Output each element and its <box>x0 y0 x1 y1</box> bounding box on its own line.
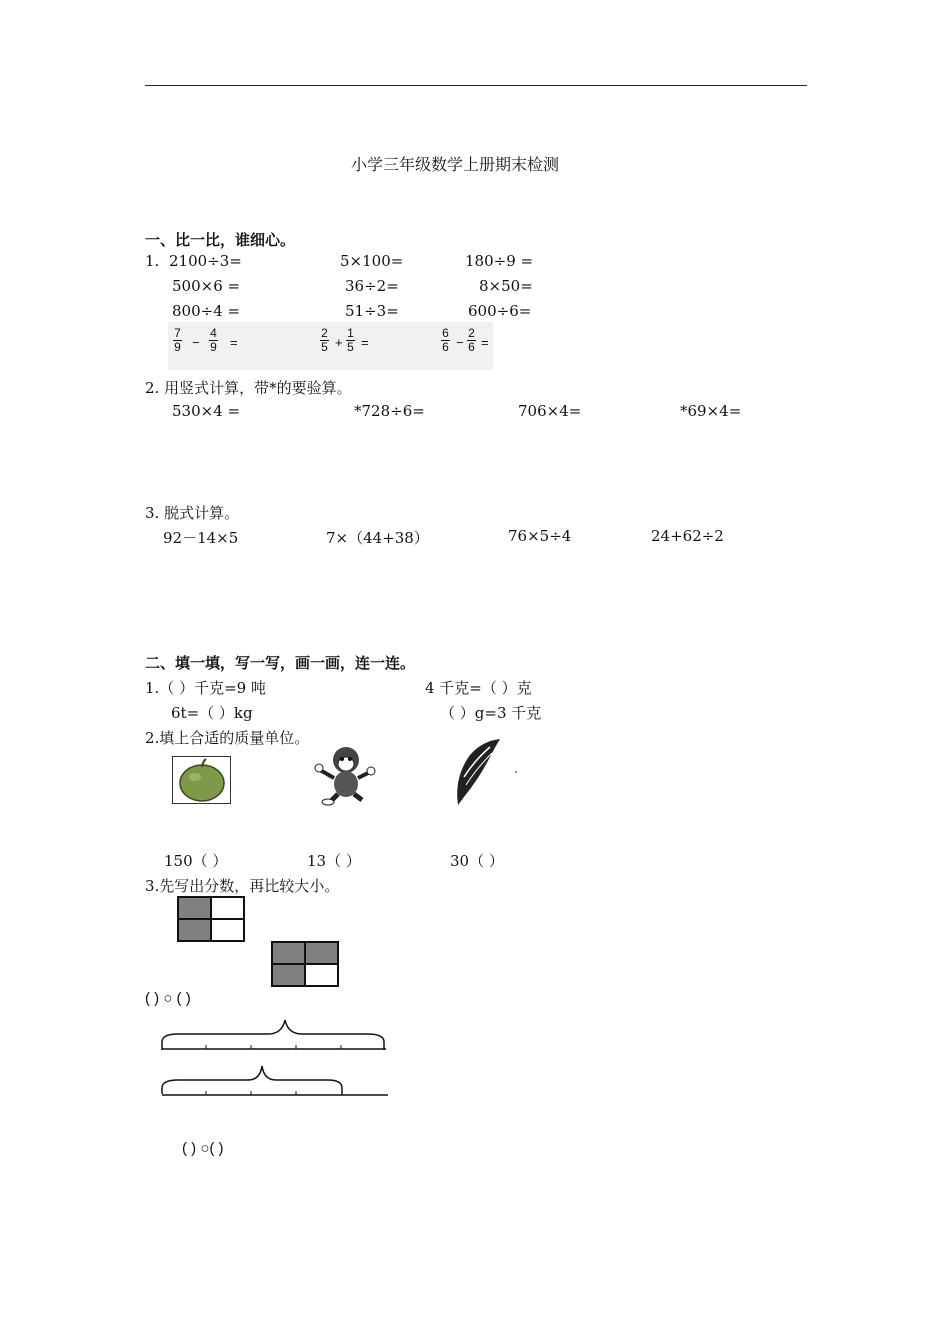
fraction: 2 5 <box>321 326 328 354</box>
fraction: 7 9 <box>174 326 181 354</box>
calc-item: 5×100= <box>340 252 404 270</box>
fraction: 1 5 <box>347 326 354 354</box>
q2-title: 2. 用竖式计算，带*的要验算。 <box>145 379 352 397</box>
section1-heading: 一、比一比，谁细心。 <box>145 231 296 249</box>
section2-heading: 二、填一填，写一写，画一画，连一连。 <box>145 654 416 672</box>
equals-sign: = <box>481 335 489 350</box>
calc-item: 500×6 = <box>172 277 241 295</box>
calc-item: 800÷4 = <box>172 302 241 320</box>
fraction-grid-2 <box>271 941 339 987</box>
grid-cell-shaded <box>178 919 211 941</box>
unit-blank: 13（ ） <box>307 852 361 870</box>
operator: + <box>335 335 343 350</box>
q1-number: 1. <box>145 252 160 270</box>
equals-sign: = <box>230 335 238 350</box>
fraction: 6 6 <box>442 326 449 354</box>
fill-item: 1.（ ）千克=9 吨 <box>145 679 266 697</box>
vertical-calc-item: 530×4 = <box>172 402 241 420</box>
fraction: 2 6 <box>468 326 475 354</box>
fill-item: 4 千克=（ ）克 <box>425 679 532 697</box>
grid-cell <box>305 964 338 986</box>
header-rule <box>145 85 807 86</box>
grid-cell-shaded <box>305 942 338 964</box>
grid-cell <box>211 897 244 919</box>
operator: − <box>456 335 464 350</box>
calc-item: 8×50= <box>479 277 533 295</box>
q3-title: 3. 脱式计算。 <box>145 504 240 522</box>
fill-item: （ ）g=3 千克 <box>440 704 542 722</box>
unit-blank: 30（ ） <box>450 852 504 870</box>
calc-item: 36÷2= <box>345 277 399 295</box>
calc-item: 600÷6= <box>468 302 532 320</box>
compare-blank-2: ( ) ○( ) <box>182 1140 224 1157</box>
compare-blank-1: ( ) ○ ( ) <box>145 990 191 1007</box>
stepwise-item: 76×5÷4 <box>508 527 572 545</box>
calc-item: 2100÷3= <box>169 252 242 270</box>
calc-item: 51÷3= <box>345 302 399 320</box>
fraction: 4 9 <box>210 326 217 354</box>
stray-mark <box>515 771 517 773</box>
vertical-calc-item: 706×4= <box>518 402 582 420</box>
q2-title: 2.填上合适的质量单位。 <box>145 729 310 747</box>
brace-line-1 <box>158 1016 390 1052</box>
whale-image <box>446 737 506 809</box>
unit-blank: 150（ ） <box>164 852 228 870</box>
brace-line-2 <box>158 1062 390 1098</box>
grid-cell-shaded <box>272 964 305 986</box>
apple-image <box>172 756 231 804</box>
stepwise-item: 92－14×5 <box>163 529 239 547</box>
page-title: 小学三年级数学上册期末检测 <box>351 155 560 174</box>
operator: − <box>192 335 200 350</box>
equals-sign: = <box>361 335 369 350</box>
fill-item: 6t=（ ）kg <box>171 704 253 722</box>
vertical-calc-item: *69×4= <box>680 402 742 420</box>
calc-item: 180÷9 = <box>465 252 534 270</box>
stepwise-item: 24+62÷2 <box>651 527 724 545</box>
stepwise-item: 7×（44+38） <box>326 529 429 547</box>
vertical-calc-item: *728÷6= <box>354 402 425 420</box>
grid-cell-shaded <box>178 897 211 919</box>
grid-cell <box>211 919 244 941</box>
grid-cell-shaded <box>272 942 305 964</box>
fraction-grid-1 <box>177 896 245 942</box>
monkey-image <box>308 744 378 806</box>
q3-title: 3.先写出分数，再比较大小。 <box>145 877 340 895</box>
